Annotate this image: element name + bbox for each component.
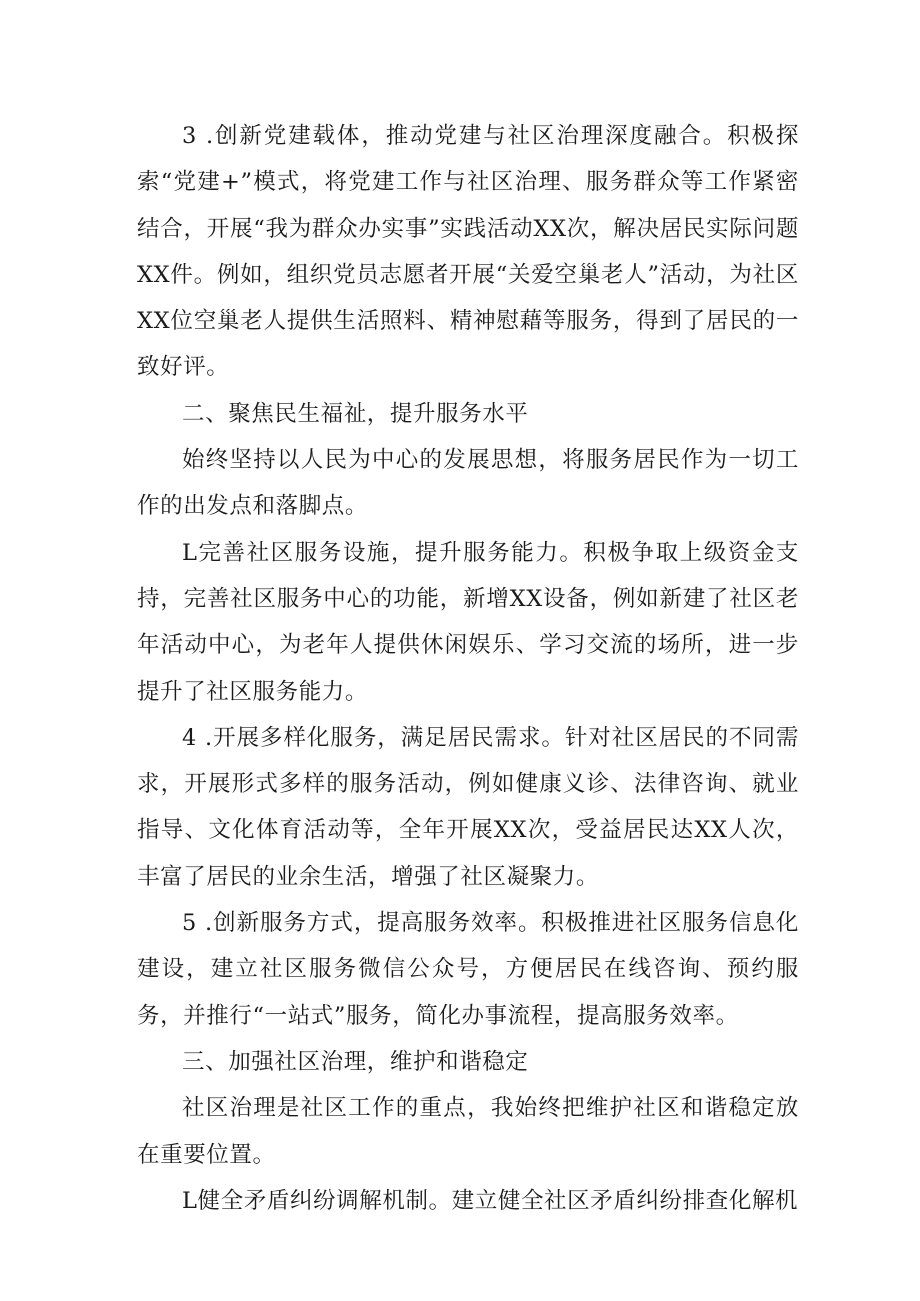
paragraph-people-centered: 始终坚持以人民为中心的发展思想，将服务居民作为一切工作的出发点和落脚点。 [137, 447, 799, 520]
document-body [137, 113, 799, 1224]
paragraph-party-building-carrier: 3 .创新党建载体，推动党建与社区治理深度融合。积极探索“党建+”模式，将党建工作与社区治理、服务群众等工作紧密结合，开展“我为群众办实事”实践活动XX次，解决居民实际问题XX件。例如，组织党员志愿者开展“关爱空巢老人”活动，为社区XX位空巢老人提供生活照料、精神慰藉等服务，得到了居民的一致好评。 [137, 123, 799, 381]
paragraph-service-innovation: 5 .创新服务方式，提高服务效率。积极推进社区服务信息化建设，建立社区服务微信公众号，方便居民在线咨询、预约服务，并推行“一站式”服务，简化办事流程，提高服务效率。 [137, 910, 799, 1029]
section-heading-governance: 三、加强社区治理，维护和谐稳定 [182, 1048, 529, 1075]
paragraph-diverse-services: 4 .开展多样化服务，满足居民需求。针对社区居民的不同需求，开展形式多样的服务活动，例如健康义诊、法律咨询、就业指导、文化体育活动等，全年开展XX次，受益居民达XX人次，丰富了居民的业余生活，增强了社区凝聚力。 [137, 724, 799, 890]
paragraph-dispute-mediation: L健全矛盾纠纷调解机制。建立健全社区矛盾纠纷排查化解机 [182, 1187, 799, 1214]
section-heading-livelihood: 二、聚焦民生福祉，提升服务水平 [182, 400, 529, 427]
paragraph-service-facilities: L完善社区服务设施，提升服务能力。积极争取上级资金支持，完善社区服务中心的功能，新增XX设备，例如新建了社区老年活动中心，为老年人提供休闲娱乐、学习交流的场所，进一步提升了社区服务能力。 [137, 539, 799, 705]
paragraph-governance-focus: 社区治理是社区工作的重点，我始终把维护社区和谐稳定放在重要位置。 [137, 1095, 799, 1168]
